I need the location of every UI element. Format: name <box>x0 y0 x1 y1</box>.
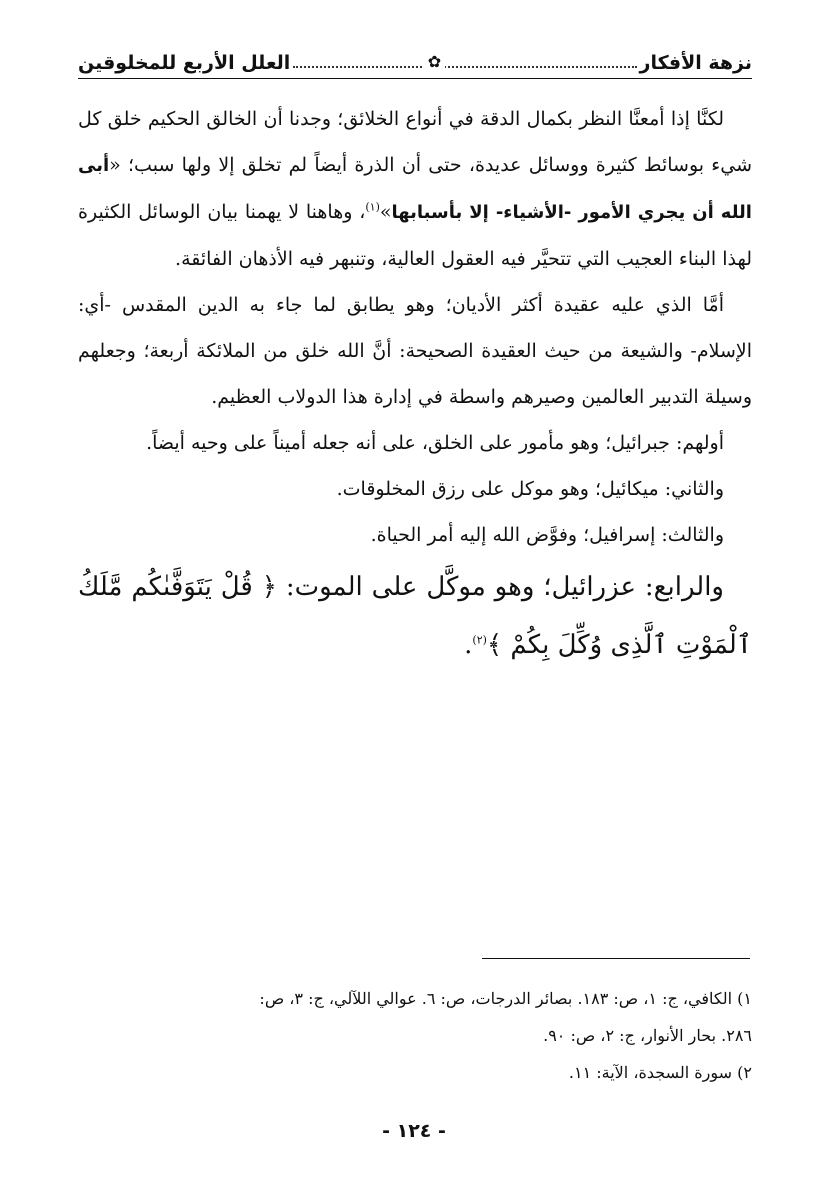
footnote-separator <box>482 958 750 959</box>
footnote-1-line-1: ١) الكافي، ج: ١، ص: ١٨٣. بصائر الدرجات، ص: ٦. عوالي اللآلي، ج: ٣، ص: <box>259 989 752 1008</box>
quran-verse: والرابع: عزرائيل؛ وهو موكَّل على الموت: ﴿ قُلْ يَتَوَفَّىٰكُم مَّلَكُ ٱلْمَوْتِ ٱلَّذِى وُكِّلَ بِكُمْ ﴾ <box>78 572 752 660</box>
running-header <box>78 38 752 79</box>
body-text <box>78 96 752 674</box>
paragraph-5: والثالث: إسرافيل؛ وفوَّض الله إليه أمر الحياة. <box>370 524 724 546</box>
hadith-quote: أبى الله أن يجري الأمور -الأشياء- إلا بأسبابها <box>78 155 752 223</box>
paragraph-6 <box>78 558 752 674</box>
footnote-ref-2[interactable]: (٢) <box>472 633 487 647</box>
paragraph-2: أمَّا الذي عليه عقيدة أكثر الأديان؛ وهو يطابق لما جاء به الدين المقدس -أي: الإسلام- والشيعة من حيث العقيدة الصحيحة: أنَّ الله خلق من الملائكة أربعة؛ وجعلهم وسيلة التدبير العالمين وصيرهم واسطة في إدارة هذا الدولاب العظيم. <box>78 294 752 408</box>
header-leader-dots <box>293 52 636 71</box>
footnote-2: ٢) سورة السجدة، الآية: ١١. <box>568 1063 752 1082</box>
paragraph-3: أولهم: جبرائيل؛ وهو مأمور على الخلق، على أنه جعله أميناً على وحيه أيضاً. <box>146 432 724 454</box>
paragraph-6-end: . <box>464 630 473 660</box>
flower-ornament-icon: ✿ <box>424 54 445 70</box>
paragraph-1-text-a: لكنَّا إذا أمعنَّا النظر بكمال الدقة في أنواع الخلائق؛ وجدنا أن الخالق الحكيم خلق كل شيء بوسائط كثيرة ووسائل عديدة، حتى أن الذرة أيضاً لم تخلق إلا ولها سبب؛ « <box>78 108 752 176</box>
paragraph-1-text-b: » <box>379 201 392 223</box>
chapter-title: العلل الأربع للمخلوقين <box>78 52 291 74</box>
paragraph-1 <box>78 96 752 282</box>
footnote-1-line-2: ٢٨٦. بحار الأنوار، ج: ٢، ص: ٩٠. <box>543 1026 752 1045</box>
page-number: - ١٢٤ - <box>382 1120 446 1142</box>
paragraph-4: والثاني: ميكائيل؛ وهو موكل على رزق المخلوقات. <box>336 478 724 500</box>
footnote-ref-1[interactable]: (١) <box>365 200 380 214</box>
book-title: نزهة الأفكار <box>639 52 752 74</box>
footnotes <box>78 980 752 1091</box>
paragraph-1-text-c: ، وهاهنا لا يهمنا بيان الوسائل الكثيرة لهذا البناء العجيب التي تتحيَّر فيه العقول العالية، وتنبهر فيه الأذهان الفائقة. <box>78 201 752 270</box>
